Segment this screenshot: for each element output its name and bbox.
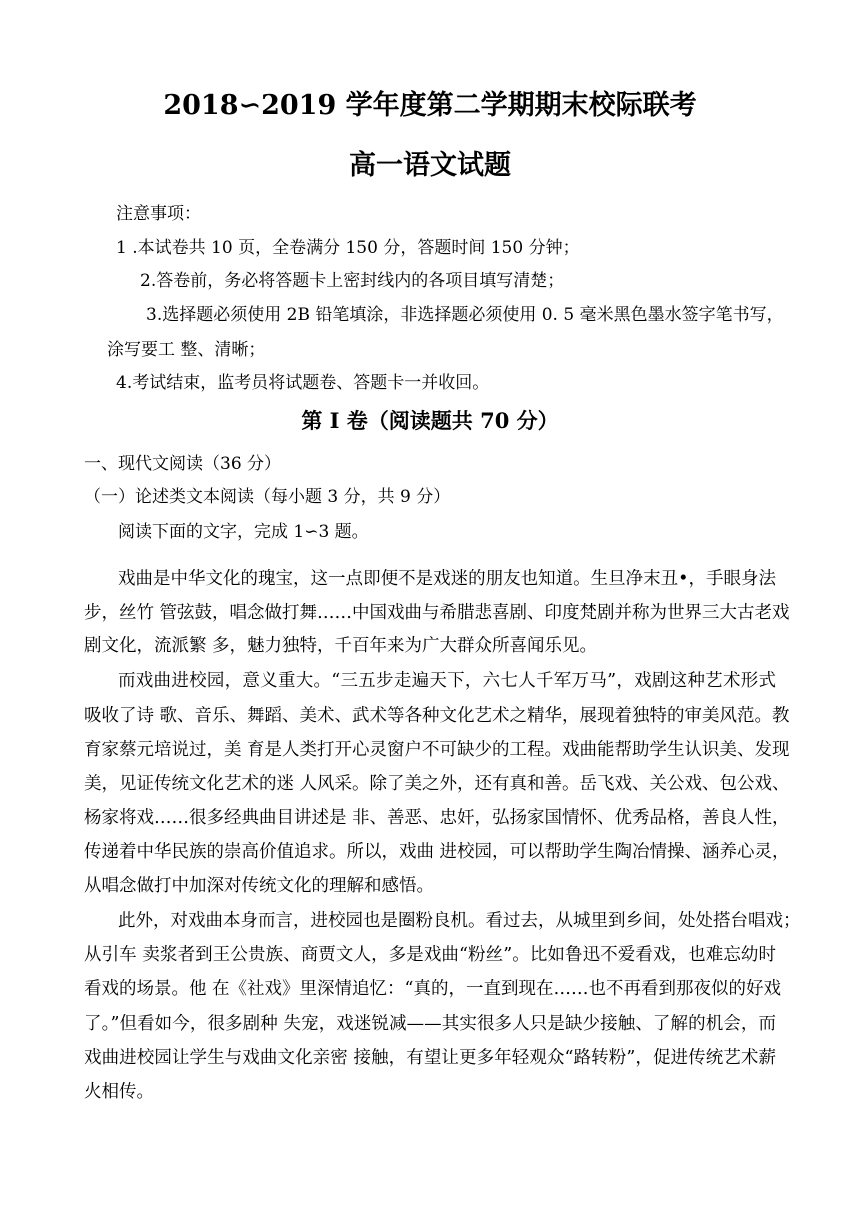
passage-line: 从唱念做打中加深对传统文化的理解和感悟。 bbox=[84, 876, 434, 896]
passage-line: 传递着中华民族的崇高价值追求。所以，戏曲 进校园，可以帮助学生陶冶情操、涵养心灵， bbox=[84, 842, 790, 862]
passage-line: 戏曲是中华文化的瑰宝，这一点即便不是戏迷的朋友也知道。生旦净末丑•，手眼身法 bbox=[118, 569, 776, 589]
reading-instruction: 阅读下面的文字，完成 1∽3 题。 bbox=[118, 522, 369, 542]
notice-heading: 注意事项： bbox=[116, 204, 201, 224]
passage-line: 此外，对戏曲本身而言，进校园也是圈粉良机。看过去，从城里到乡间，处处搭台唱戏； bbox=[118, 911, 801, 931]
part-one-title: 第 I 卷（阅读题共 70 分） bbox=[301, 408, 559, 433]
notice-item-4: 4.考试结束，监考员将试题卷、答题卡一并收回。 bbox=[116, 373, 490, 393]
subsection-heading: （一）论述类文本阅读（每小题 3 分，共 9 分） bbox=[84, 487, 451, 507]
exam-title: 2018∽2019 学年度第二学期期末校际联考 bbox=[163, 90, 697, 121]
passage-line: 育家蔡元培说过，美 育是人类打开心灵窗户不可缺少的工程。戏曲能帮助学生认识美、发现 bbox=[84, 740, 790, 760]
passage-line: 美，见证传统文化艺术的迷 人风采。除了美之外，还有真和善。岳飞戏、关公戏、包公戏、 bbox=[84, 774, 790, 794]
passage-line: 步，丝竹 管弦鼓，唱念做打舞……中国戏曲与希腊悲喜剧、印度梵剧并称为世界三大古老戏 bbox=[84, 603, 790, 623]
passage-line: 看戏的场景。他 在《社戏》里深情追忆：“真的，一直到现在……也不再看到那夜似的好戏 bbox=[84, 979, 782, 999]
notice-item-3: 3.选择题必须使用 2B 铅笔填涂，非选择题必须使用 0. 5 毫米黑色墨水签字笔书写， bbox=[146, 305, 784, 325]
notice-item-3-continued: 涂写要工 整、清晰； bbox=[107, 340, 266, 360]
section-heading: 一、现代文阅读（36 分） bbox=[84, 454, 282, 474]
passage-line: 了。”但看如今，很多剧种 失宠，戏迷锐减——其实很多人只是缺少接触、了解的机会，而 bbox=[84, 1014, 776, 1034]
passage-line: 戏曲进校园让学生与戏曲文化亲密 接触，有望让更多年轻观众“路转粉”，促进传统艺术薪 bbox=[84, 1048, 776, 1068]
passage-line: 火相传。 bbox=[84, 1082, 154, 1102]
exam-subtitle: 高一语文试题 bbox=[349, 150, 511, 181]
notice-item-2: 2.答卷前，务必将答题卡上密封线内的各项目填写清楚； bbox=[140, 271, 565, 291]
notice-item-1: 1 .本试卷共 10 页，全卷满分 150 分，答题时间 150 分钟； bbox=[116, 238, 580, 258]
passage-line: 从引车 卖浆者到王公贵族、商贾文人，多是戏曲“粉丝”。比如鲁迅不爱看戏，也难忘幼时 bbox=[84, 945, 776, 965]
passage-line: 剧文化，流派繁 多，魅力独特，千百年来为广大群众所喜闻乐见。 bbox=[84, 636, 598, 656]
passage-line: 杨家将戏……很多经典曲目讲述是 非、善恶、忠奸，弘扬家国情怀、优秀品格，善良人性， bbox=[84, 808, 790, 828]
passage-line: 而戏曲进校园，意义重大。“三五步走遍天下，六七人千军万马”，戏剧这种艺术形式 bbox=[118, 671, 776, 691]
passage-line: 吸收了诗 歌、音乐、舞蹈、美术、武术等各种文化艺术之精华，展现着独特的审美风范。教 bbox=[84, 706, 790, 726]
